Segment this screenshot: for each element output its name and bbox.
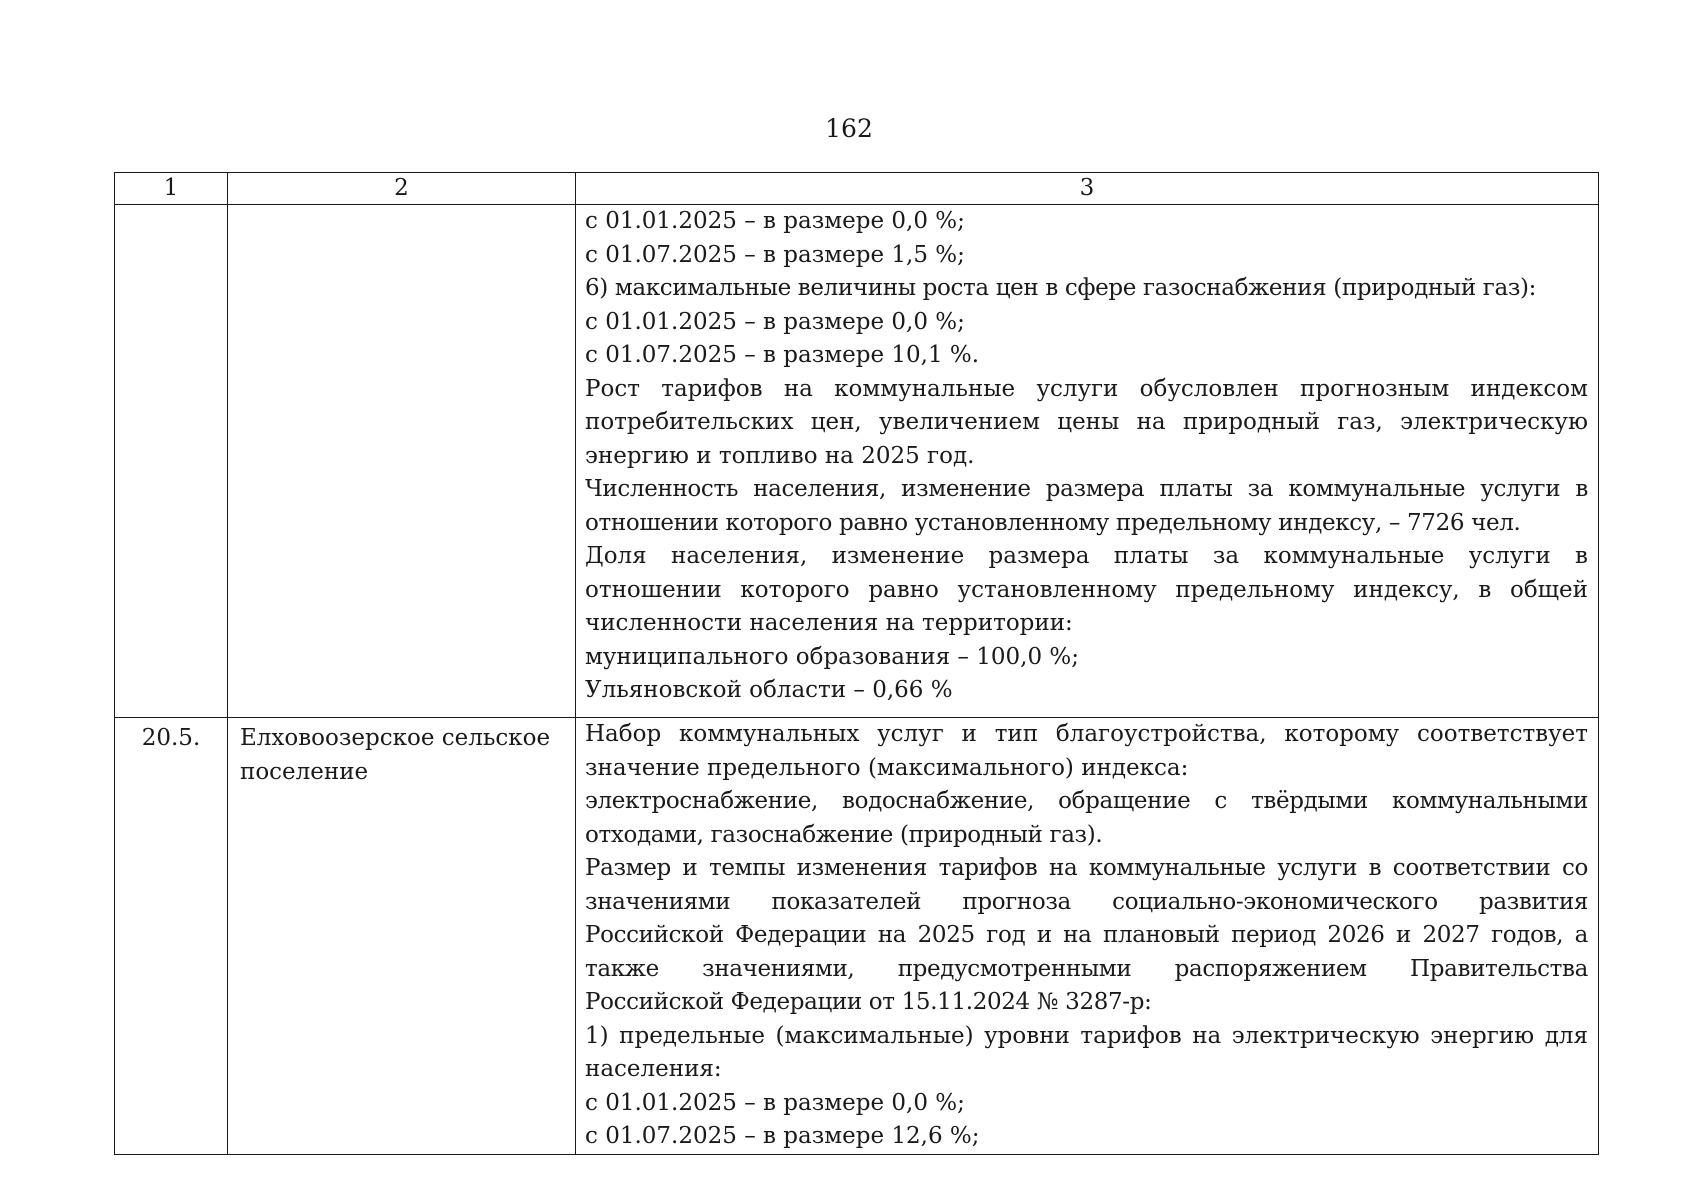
paragraph: 6) максимальные величины роста цен в сфере газоснабжения (природный газ): xyxy=(585,275,1537,301)
paragraph: 1) предельные (максимальные) уровни тарифов на электрическую энергию для населения: xyxy=(585,1022,1588,1082)
description-cell xyxy=(576,718,1599,1155)
paragraph: муниципального образования – 100,0 %; xyxy=(585,643,1079,670)
paragraph: Доля населения, изменение размера платы за коммунальные услуги в отношении которого равно установленному предельному индексу, в общей численности населения на территории: xyxy=(585,543,1588,636)
tariff-table xyxy=(114,172,1599,1155)
paragraph: Размер и темпы изменения тарифов на коммунальные услуги в соответствии со значениями показателей прогноза социально-экономического развития Российской Федерации на 2025 год и на плановый период 2026 и 2027 годов, а также значениями, предусмотренными распоряжением Правительства Российской Федерации от 15.11.2024 № 3287-р: xyxy=(585,855,1588,1015)
row-number-cell: 20.5. xyxy=(115,718,228,1155)
table-row xyxy=(115,205,1599,718)
page-number: 162 xyxy=(825,114,873,143)
paragraph: с 01.01.2025 – в размере 0,0 %; xyxy=(585,208,965,234)
description-cell xyxy=(576,205,1599,718)
column-header-2: 2 xyxy=(228,173,576,205)
paragraph: с 01.07.2025 – в размере 1,5 %; xyxy=(585,241,965,268)
table-row xyxy=(115,718,1599,1155)
column-header-3: 3 xyxy=(576,173,1599,205)
table-header-row xyxy=(115,173,1599,205)
paragraph: Набор коммунальных услуг и тип благоустройства, которому соответствует значение предельного (максимального) индекса: xyxy=(585,721,1588,781)
paragraph: с 01.01.2025 – в размере 0,0 %; xyxy=(585,308,965,335)
paragraph: с 01.07.2025 – в размере 10,1 %. xyxy=(585,342,980,368)
municipality-cell xyxy=(228,205,576,718)
paragraph: с 01.07.2025 – в размере 12,6 %; xyxy=(585,1123,980,1149)
row-number-cell xyxy=(115,205,228,718)
column-header-1: 1 xyxy=(115,173,228,205)
paragraph: с 01.01.2025 – в размере 0,0 %; xyxy=(585,1089,965,1116)
paragraph: электроснабжение, водоснабжение, обращение с твёрдыми коммунальными отходами, газоснабжение (природный газ). xyxy=(585,788,1588,848)
paragraph: Ульяновской области – 0,66 % xyxy=(585,677,953,703)
paragraph: Численность населения, изменение размера платы за коммунальные услуги в отношении которого равно установленному предельному индексу, – 7726 чел. xyxy=(585,476,1588,536)
municipality-cell: Елховоозерское сельское поселение xyxy=(228,718,576,1155)
paragraph: Рост тарифов на коммунальные услуги обусловлен прогнозным индексом потребительских цен, увеличением цены на природный газ, электрическую энергию и топливо на 2025 год. xyxy=(585,375,1588,469)
